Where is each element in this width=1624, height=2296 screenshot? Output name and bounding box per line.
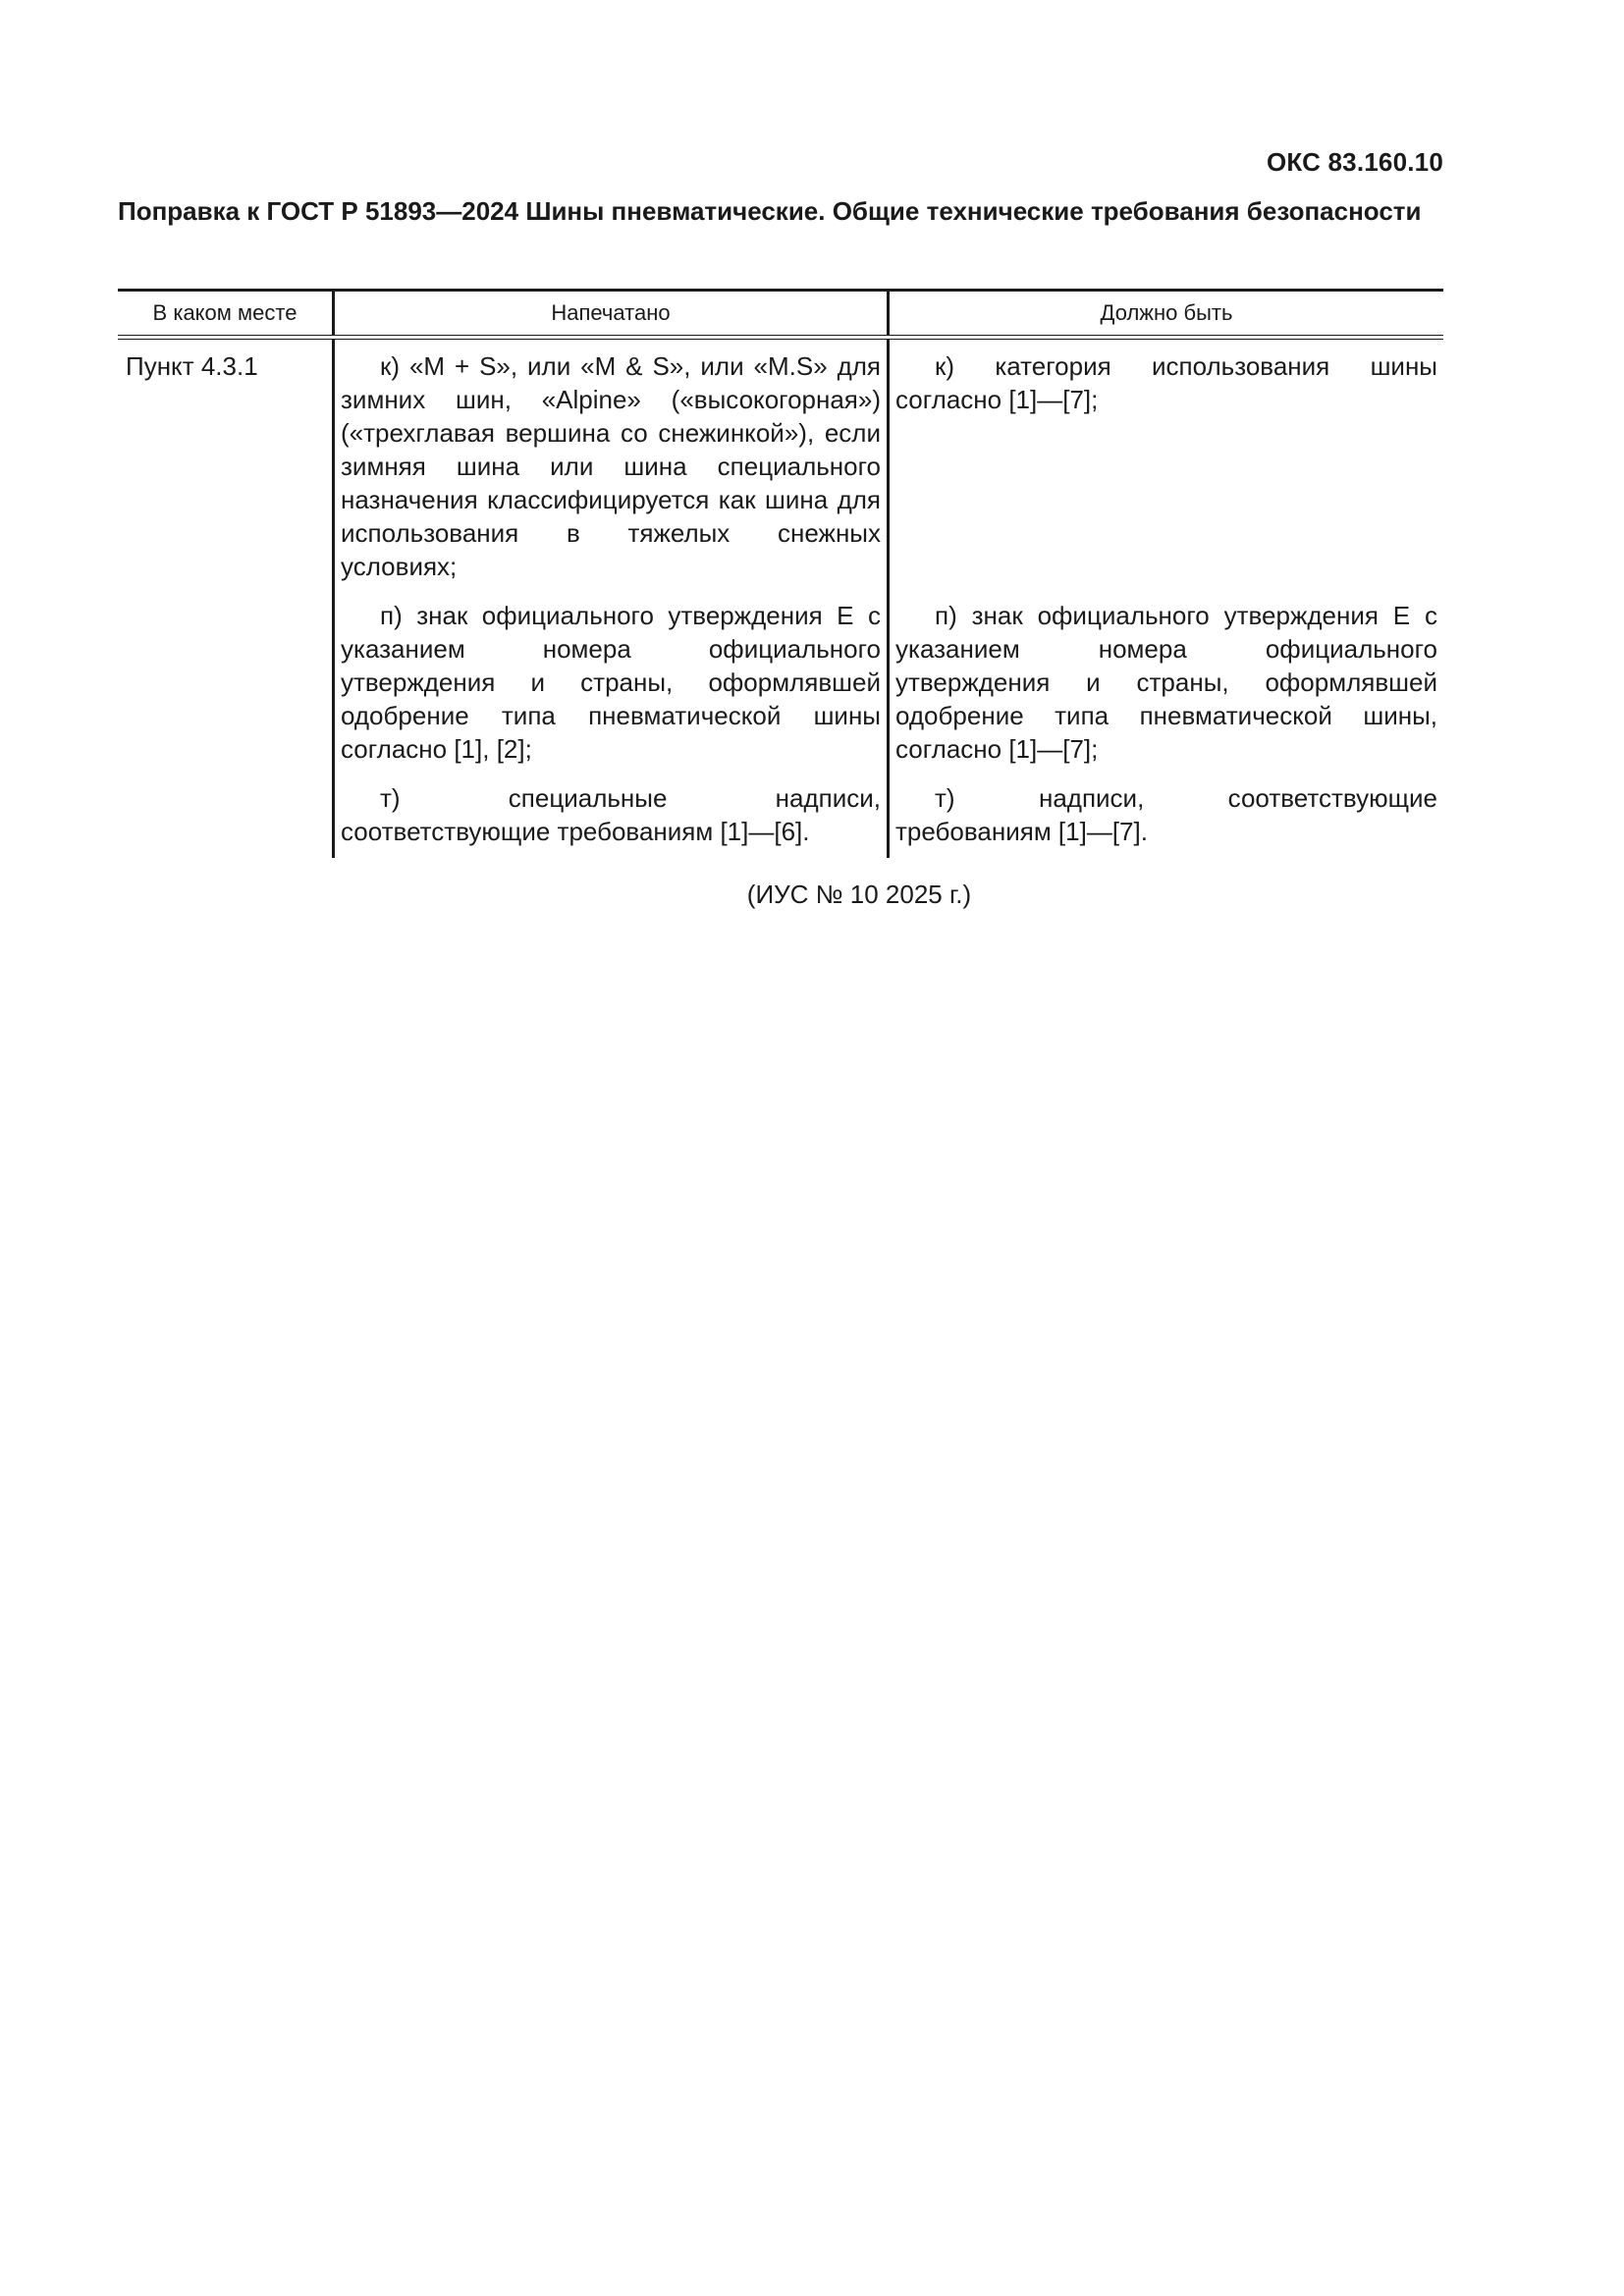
correction-table: [118, 289, 1443, 858]
spacer: [335, 583, 887, 599]
should-be-item-t: т) надписи, соответствующие требованиям [1]—[7].: [895, 783, 1437, 846]
spacer: [890, 766, 1443, 781]
printed-item-p: п) знак официального утверждения Е с указанием номера официального утверждения и страны, оформлявшей одобрение типа пневматической шины согласно [1], [2];: [341, 601, 881, 764]
table-header: [118, 292, 1443, 335]
should-be-item-p: п) знак официального утверждения Е с указанием номера официального утверждения и страны, оформлявшей одобрение типа пневматической шины, согласно [1]—[7];: [895, 601, 1437, 764]
should-be-item-k: к) категория использования шины согласно [1]—[7];: [895, 351, 1437, 414]
place-cell: [118, 340, 332, 858]
column-header-place: В каком месте: [152, 300, 298, 325]
issue-reference: (ИУС № 10 2025 г.): [746, 880, 972, 909]
oks-code: ОКС 83.160.10: [1266, 147, 1443, 177]
printed-cell: [332, 340, 887, 858]
place-text: Пункт 4.3.1: [126, 351, 258, 381]
should-be-cell: [887, 340, 1443, 858]
column-header-should-be: Должно быть: [887, 292, 1443, 335]
column-header-printed: Напечатано: [332, 292, 887, 335]
page-title: Поправка к ГОСТ Р 51893—2024 Шины пневматические. Общие технические требования безопасности: [118, 196, 1422, 226]
spacer: [335, 766, 887, 781]
table-row: [118, 340, 1443, 858]
printed-item-k: к) «M + S», или «M & S», или «M.S» для зимних шин, «Alpine» («высокогорная») («трехглавая вершина со снежинкой»), если зимняя шина или шина специального назначения классифицируется как шина для использования в тяжелых снежных условиях;: [341, 351, 881, 581]
printed-item-t: т) специальные надписи, соответствующие требованиям [1]—[6].: [341, 783, 881, 846]
spacer: [890, 416, 1443, 599]
